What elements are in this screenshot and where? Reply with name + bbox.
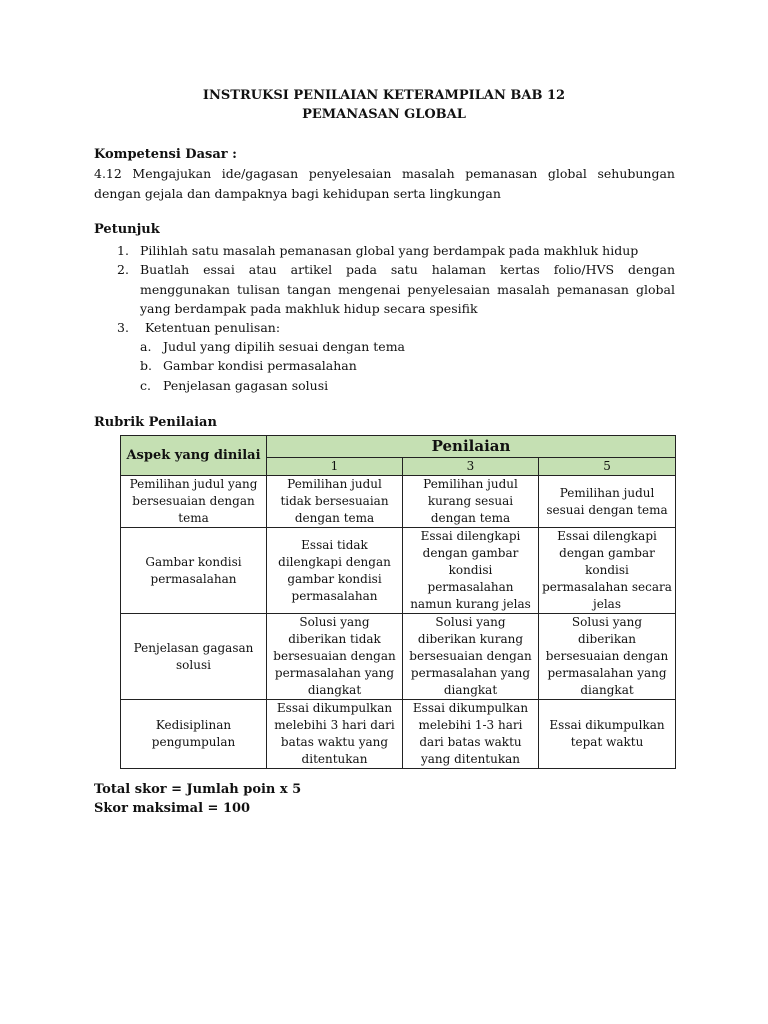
petunjuk-heading: Petunjuk bbox=[94, 222, 160, 237]
kompetensi-text: 4.12 Mengajukan ide/gagasan penyelesaian masalah pemanasan global sehubungan dengan gejala dan dampaknya bagi kehidupan serta lingkungan bbox=[94, 166, 675, 201]
table-row bbox=[121, 614, 676, 700]
petunjuk-item: Buatlah essai atau artikel pada satu halaman kertas folio/HVS dengan menggunakan tulisan tangan mengenai penyelesaian masalah pemanasan global yang berdampak pada makhluk hidup secara spesifik bbox=[140, 262, 675, 316]
document-subtitle: PEMANASAN GLOBAL bbox=[302, 107, 466, 122]
aspek-cell: Pemilihan judul yang bersesuaian dengan tema bbox=[121, 476, 267, 528]
aspek-cell: Gambar kondisi permasalahan bbox=[121, 528, 267, 614]
score-cell: Pemilihan judul sesuai dengan tema bbox=[539, 476, 676, 528]
score-cell: Essai dikumpulkan melebihi 3 hari dari batas waktu yang ditentukan bbox=[267, 700, 403, 769]
score-cell: Essai dikumpulkan tepat waktu bbox=[539, 700, 676, 769]
score-cell: Pemilihan judul kurang sesuai dengan tema bbox=[403, 476, 539, 528]
score-cell: Essai dilengkapi dengan gambar kondisi permasalahan namun kurang jelas bbox=[403, 528, 539, 614]
petunjuk-item: Pilihlah satu masalah pemanasan global yang berdampak pada makhluk hidup bbox=[140, 243, 639, 258]
rubrik-heading: Rubrik Penilaian bbox=[94, 415, 217, 430]
score-cell: Solusi yang diberikan kurang bersesuaian dengan permasalahan yang diangkat bbox=[403, 614, 539, 700]
list-number: 2. bbox=[117, 262, 129, 277]
score-cell: Essai dilengkapi dengan gambar kondisi permasalahan secara jelas bbox=[539, 528, 676, 614]
petunjuk-subitem: Judul yang dipilih sesuai dengan tema bbox=[163, 339, 405, 354]
petunjuk-subitem: Penjelasan gagasan solusi bbox=[163, 378, 329, 393]
aspek-cell: Penjelasan gagasan solusi bbox=[121, 614, 267, 700]
total-skor-text: Total skor = Jumlah poin x 5 bbox=[94, 782, 302, 797]
score-cell: Pemilihan judul tidak bersesuaian dengan tema bbox=[267, 476, 403, 528]
score-cell: Essai tidak dilengkapi dengan gambar kondisi permasalahan bbox=[267, 528, 403, 614]
table-row bbox=[121, 528, 676, 614]
sublist-letter: a. bbox=[140, 339, 152, 354]
list-number: 3. bbox=[117, 320, 129, 335]
score-header: 3 bbox=[403, 458, 539, 476]
score-header: 5 bbox=[539, 458, 676, 476]
petunjuk-subitem: Gambar kondisi permasalahan bbox=[163, 358, 357, 373]
aspek-cell: Kedisiplinan pengumpulan bbox=[121, 700, 267, 769]
aspek-header: Aspek yang dinilai bbox=[121, 436, 267, 476]
rubric-table bbox=[120, 435, 676, 769]
score-cell: Essai dikumpulkan melebihi 1-3 hari dari batas waktu yang ditentukan bbox=[403, 700, 539, 769]
table-row bbox=[121, 700, 676, 769]
skor-maksimal-text: Skor maksimal = 100 bbox=[94, 801, 251, 816]
kompetensi-heading: Kompetensi Dasar : bbox=[94, 147, 237, 162]
score-cell: Solusi yang diberikan bersesuaian dengan permasalahan yang diangkat bbox=[539, 614, 676, 700]
sublist-letter: b. bbox=[140, 358, 152, 373]
sublist-letter: c. bbox=[140, 378, 151, 393]
table-row bbox=[121, 476, 676, 528]
penilaian-header: Penilaian bbox=[267, 436, 676, 458]
document-title: INSTRUKSI PENILAIAN KETERAMPILAN BAB 12 bbox=[202, 88, 566, 103]
score-cell: Solusi yang diberikan tidak bersesuaian dengan permasalahan yang diangkat bbox=[267, 614, 403, 700]
score-header: 1 bbox=[267, 458, 403, 476]
petunjuk-item: Ketentuan penulisan: bbox=[145, 320, 281, 335]
list-number: 1. bbox=[117, 243, 129, 258]
